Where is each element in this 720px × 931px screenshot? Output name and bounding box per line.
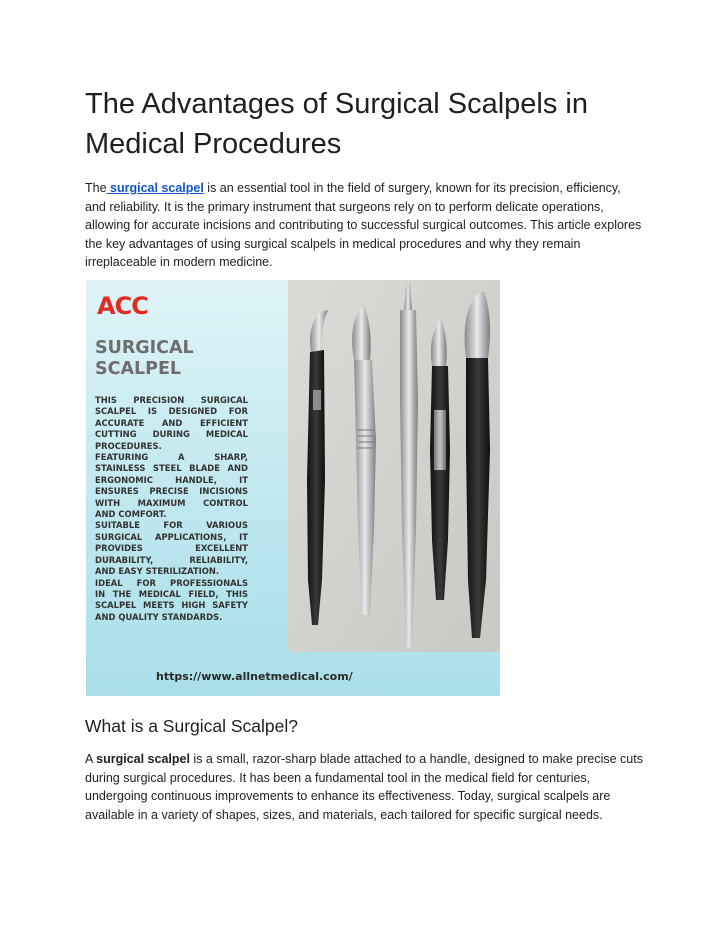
desc-line: AND COMFORT. — [95, 509, 167, 520]
scalpels-photo — [288, 280, 500, 652]
intro-text: is an essential tool in the field of surgery, known for its precision, efficiency, and reliability. It is the primary instrument that surgeons rely on to perform delicate operations, allowing for accurate incisions and contributing to successful surgical outcomes. This article explores the key advantages of using surgical scalpels in medical procedures and why they remain irreplaceable in modern medicine. — [85, 181, 642, 269]
acc-logo — [97, 290, 155, 320]
desc-line: AND EASY STERILIZATION. — [95, 566, 220, 577]
desc-line: ACCURATE AND EFFICIENT — [95, 417, 248, 428]
desc-line: IDEAL FOR PROFESSIONALS — [95, 577, 248, 588]
desc-line: SURGICAL APPLICATIONS, IT — [95, 531, 248, 542]
surgical-scalpel-link[interactable]: surgical scalpel — [106, 181, 204, 195]
desc-line: PROVIDES EXCELLENT — [95, 543, 248, 554]
section-heading: What is a Surgical Scalpel? — [85, 716, 299, 736]
definition-prefix: A — [85, 752, 97, 766]
banner-title-line2: SCALPEL — [95, 359, 182, 379]
desc-line: SCALPEL MEETS HIGH SAFETY — [95, 600, 248, 611]
desc-line: ERGONOMIC HANDLE, IT — [95, 474, 248, 485]
intro-paragraph — [85, 179, 645, 272]
desc-line: CUTTING DURING MEDICAL — [95, 429, 248, 440]
desc-line: ENSURES PRECISE INCISIONS — [95, 486, 248, 497]
definition-text: is a small, razor-sharp blade attached to a handle, designed to make precise cuts during surgical procedures. It has been a fundamental tool in the medical field for centuries, undergoing continuous improvements to enhance its effectiveness. Today, surgical scalpels are available in a variety of shapes, sizes, and materials, each tailored for specific surgical needs. — [85, 752, 643, 822]
banner-title — [95, 338, 275, 380]
definition-paragraph — [85, 750, 645, 824]
desc-line: SCALPEL IS DESIGNED FOR — [95, 406, 248, 417]
desc-line: THIS PRECISION SURGICAL — [95, 395, 248, 405]
desc-line: AND QUALITY STANDARDS. — [95, 611, 223, 622]
scalpels-illustration — [288, 280, 500, 652]
desc-line: SUITABLE FOR VARIOUS — [95, 520, 248, 531]
intro-prefix: The — [85, 181, 107, 195]
desc-line: WITH MAXIMUM CONTROL — [95, 497, 248, 508]
desc-line: PROCEDURES. — [95, 440, 162, 451]
website-url: https://www.allnetmedical.com/ — [156, 670, 353, 683]
desc-line: IN THE MEDICAL FIELD, THIS — [95, 588, 248, 599]
desc-line: DURABILITY, RELIABILITY, — [95, 554, 248, 565]
logo-text: ACC — [97, 292, 148, 320]
page-title: The Advantages of Surgical Scalpels in Medical Procedures — [85, 88, 588, 160]
banner-title-line1: SURGICAL — [95, 338, 194, 358]
desc-line: STAINLESS STEEL BLADE AND — [95, 463, 248, 474]
product-banner-image — [86, 280, 500, 696]
desc-line: FEATURING A SHARP, — [95, 452, 248, 463]
banner-description — [95, 395, 248, 623]
definition-term: surgical scalpel — [96, 752, 190, 766]
